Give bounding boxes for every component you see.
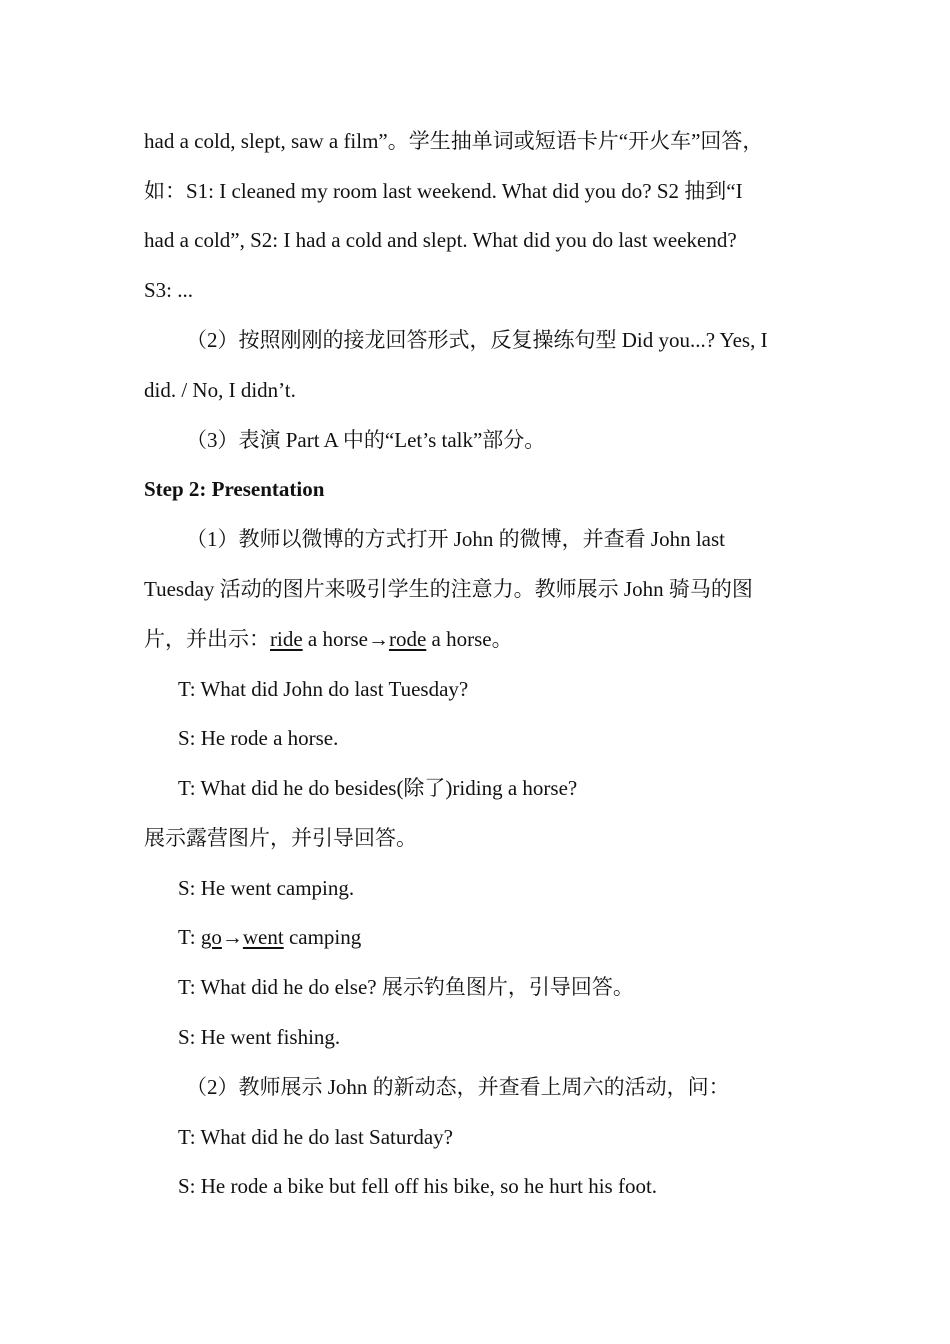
paragraph-line: （1）教师以微博的方式打开 John 的微博，并查看 John last	[186, 527, 726, 551]
instruction-line: 展示露营图片，并引导回答。	[144, 826, 417, 850]
paragraph-line: S3: ...	[144, 278, 194, 302]
dialogue-line: T: What did he do else? 展示钓鱼图片，引导回答。	[178, 975, 634, 999]
dialogue-line: S: He rode a horse.	[178, 726, 339, 750]
underlined-word: rode	[388, 627, 427, 651]
paragraph-line: Tuesday 活动的图片来吸引学生的注意力。教师展示 John 骑马的图	[144, 577, 753, 601]
paragraph-line: （2）按照刚刚的接龙回答形式，反复操练句型 Did you...? Yes, I	[186, 328, 768, 352]
line-suffix: camping	[283, 925, 362, 949]
line-prefix: T:	[178, 925, 201, 949]
dialogue-line: S: He went fishing.	[178, 1025, 341, 1049]
section-heading: Step 2: Presentation	[144, 477, 325, 501]
paragraph-line	[144, 624, 513, 654]
underlined-word: ride	[270, 627, 303, 651]
dialogue-line: T: What did John do last Tuesday?	[178, 677, 469, 701]
arrow-glyph: →	[221, 925, 243, 949]
dialogue-line: S: He rode a bike but fell off his bike, so he hurt his foot.	[178, 1174, 658, 1198]
paragraph-line: did. / No, I didn’t.	[144, 378, 296, 402]
dialogue-line	[178, 922, 361, 952]
paragraph-line: had a cold”, S2: I had a cold and slept. What did you do last weekend?	[144, 228, 737, 252]
line-prefix: 片，并出示：	[144, 627, 270, 651]
underlined-word: go	[200, 925, 222, 949]
line-middle: a horse→	[302, 627, 389, 651]
paragraph-line: 如：S1: I cleaned my room last weekend. What did you do? S2 抽到“I	[144, 179, 743, 203]
dialogue-line: T: What did he do besides(除了)riding a horse?	[178, 776, 578, 800]
dialogue-line: S: He went camping.	[178, 876, 355, 900]
paragraph-line: （2）教师展示 John 的新动态，并查看上周六的活动，问：	[186, 1075, 730, 1099]
paragraph-line: had a cold, slept, saw a film”。学生抽单词或短语卡片“开火车”回答，	[144, 129, 764, 153]
dialogue-line: T: What did he do last Saturday?	[178, 1125, 453, 1149]
line-suffix: a horse。	[426, 627, 513, 651]
underlined-word: went	[242, 925, 284, 949]
paragraph-line: （3）表演 Part A 中的“Let’s talk”部分。	[186, 428, 546, 452]
